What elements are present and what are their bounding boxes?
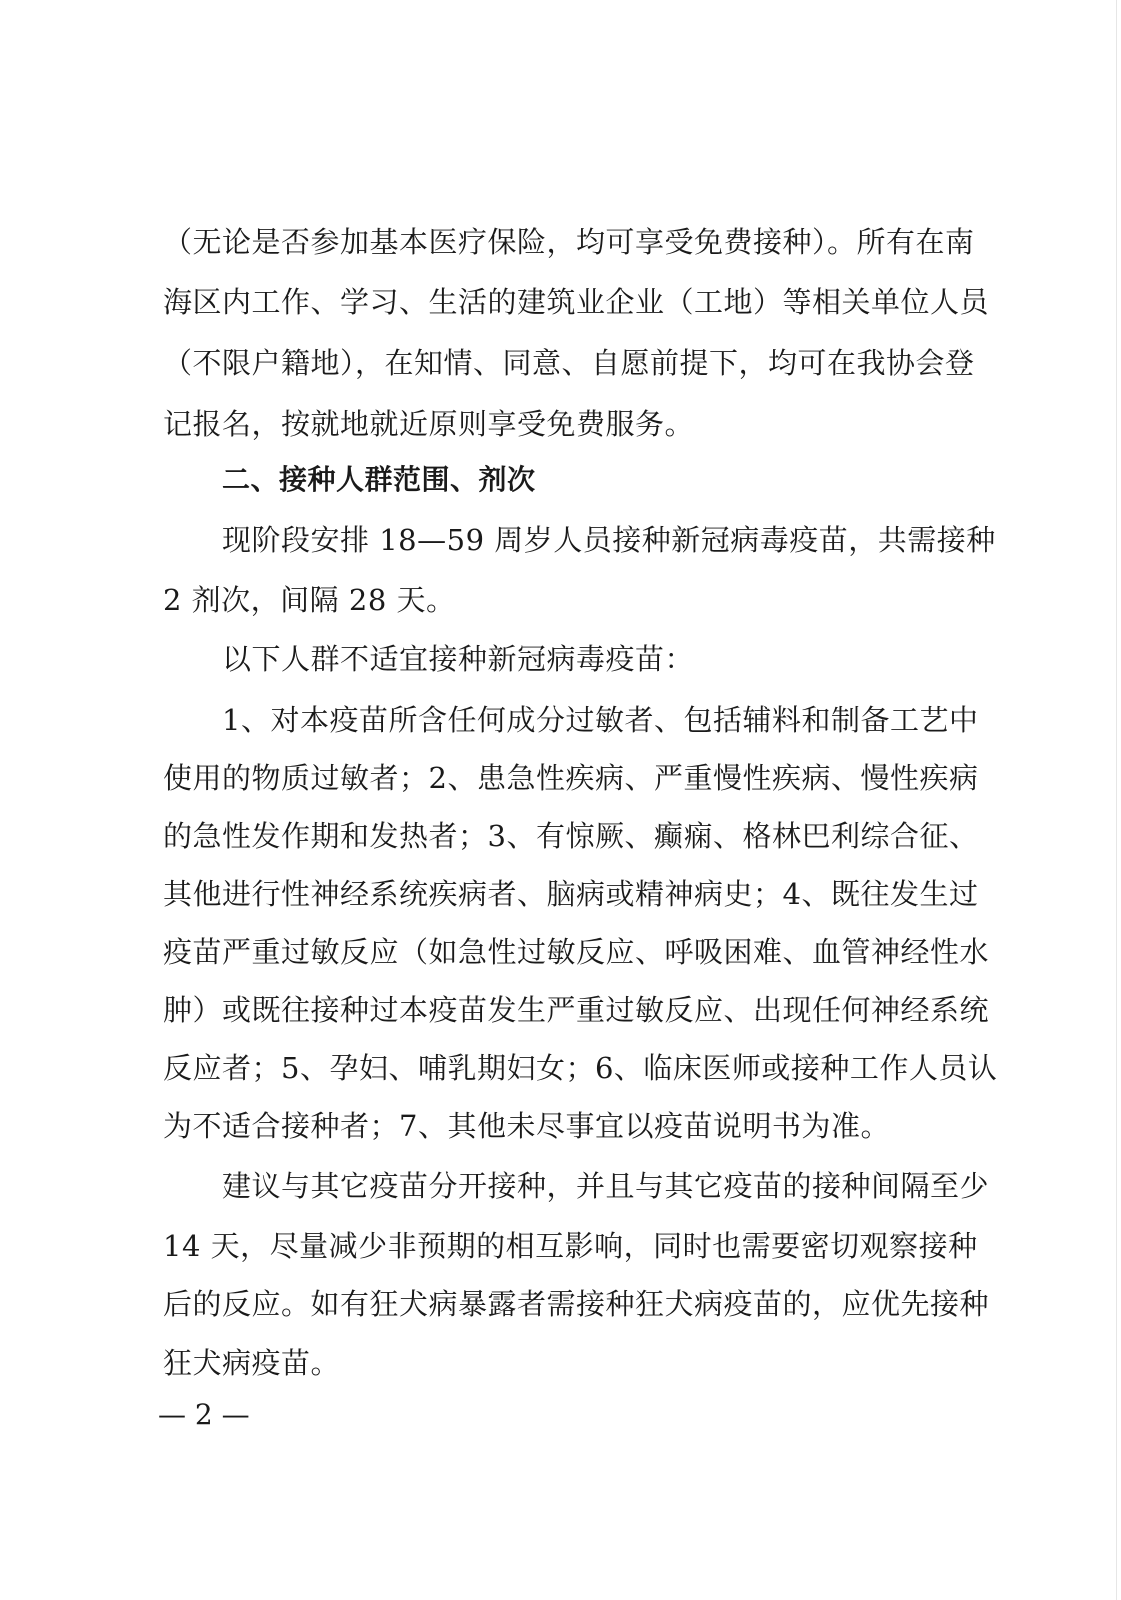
paragraph-line: 肿）或既往接种过本疫苗发生严重过敏反应、出现任何神经系统 [163, 993, 990, 1027]
scan-edge [1116, 0, 1117, 1600]
paragraph-line: 以下人群不适宜接种新冠病毒疫苗： [222, 642, 695, 676]
paragraph-line: 狂犬病疫苗。 [163, 1346, 341, 1380]
paragraph-line: 疫苗严重过敏反应（如急性过敏反应、呼吸困难、血管神经性水 [163, 935, 990, 969]
section-heading: 二、接种人群范围、剂次 [222, 463, 536, 496]
paragraph-line: 后的反应。如有狂犬病暴露者需接种狂犬病疫苗的，应优先接种 [163, 1287, 990, 1321]
paragraph-line: 使用的物质过敏者；2、患急性疾病、严重慢性疾病、慢性疾病 [163, 761, 979, 795]
paragraph-line: 记报名，按就地就近原则享受免费服务。 [163, 407, 695, 441]
paragraph-line: 其他进行性神经系统疾病者、脑病或精神病史；4、既往发生过 [163, 877, 979, 911]
paragraph-line: 现阶段安排 18—59 周岁人员接种新冠病毒疫苗，共需接种 [222, 523, 996, 557]
paragraph-line: 建议与其它疫苗分开接种，并且与其它疫苗的接种间隔至少 [222, 1169, 990, 1203]
paragraph-line: 2 剂次，间隔 28 天。 [163, 583, 456, 617]
paragraph-line: 为不适合接种者；7、其他未尽事宜以疫苗说明书为准。 [163, 1109, 890, 1143]
page-number: — 2 — [158, 1398, 250, 1431]
paragraph-line: （无论是否参加基本医疗保险，均可享受免费接种）。所有在南 [163, 225, 975, 259]
paragraph-line: 的急性发作期和发热者；3、有惊厥、癫痫、格林巴利综合征、 [163, 819, 979, 853]
paragraph-line: 1、对本疫苗所含任何成分过敏者、包括辅料和制备工艺中 [222, 703, 979, 737]
paragraph-line: 反应者；5、孕妇、哺乳期妇女；6、临床医师或接种工作人员认 [163, 1051, 998, 1085]
paragraph-line: （不限户籍地），在知情、同意、自愿前提下，均可在我协会登 [163, 346, 975, 380]
paragraph-line: 14 天，尽量减少非预期的相互影响，同时也需要密切观察接种 [163, 1229, 978, 1263]
paragraph-line: 海区内工作、学习、生活的建筑业企业（工地）等相关单位人员 [163, 285, 990, 319]
